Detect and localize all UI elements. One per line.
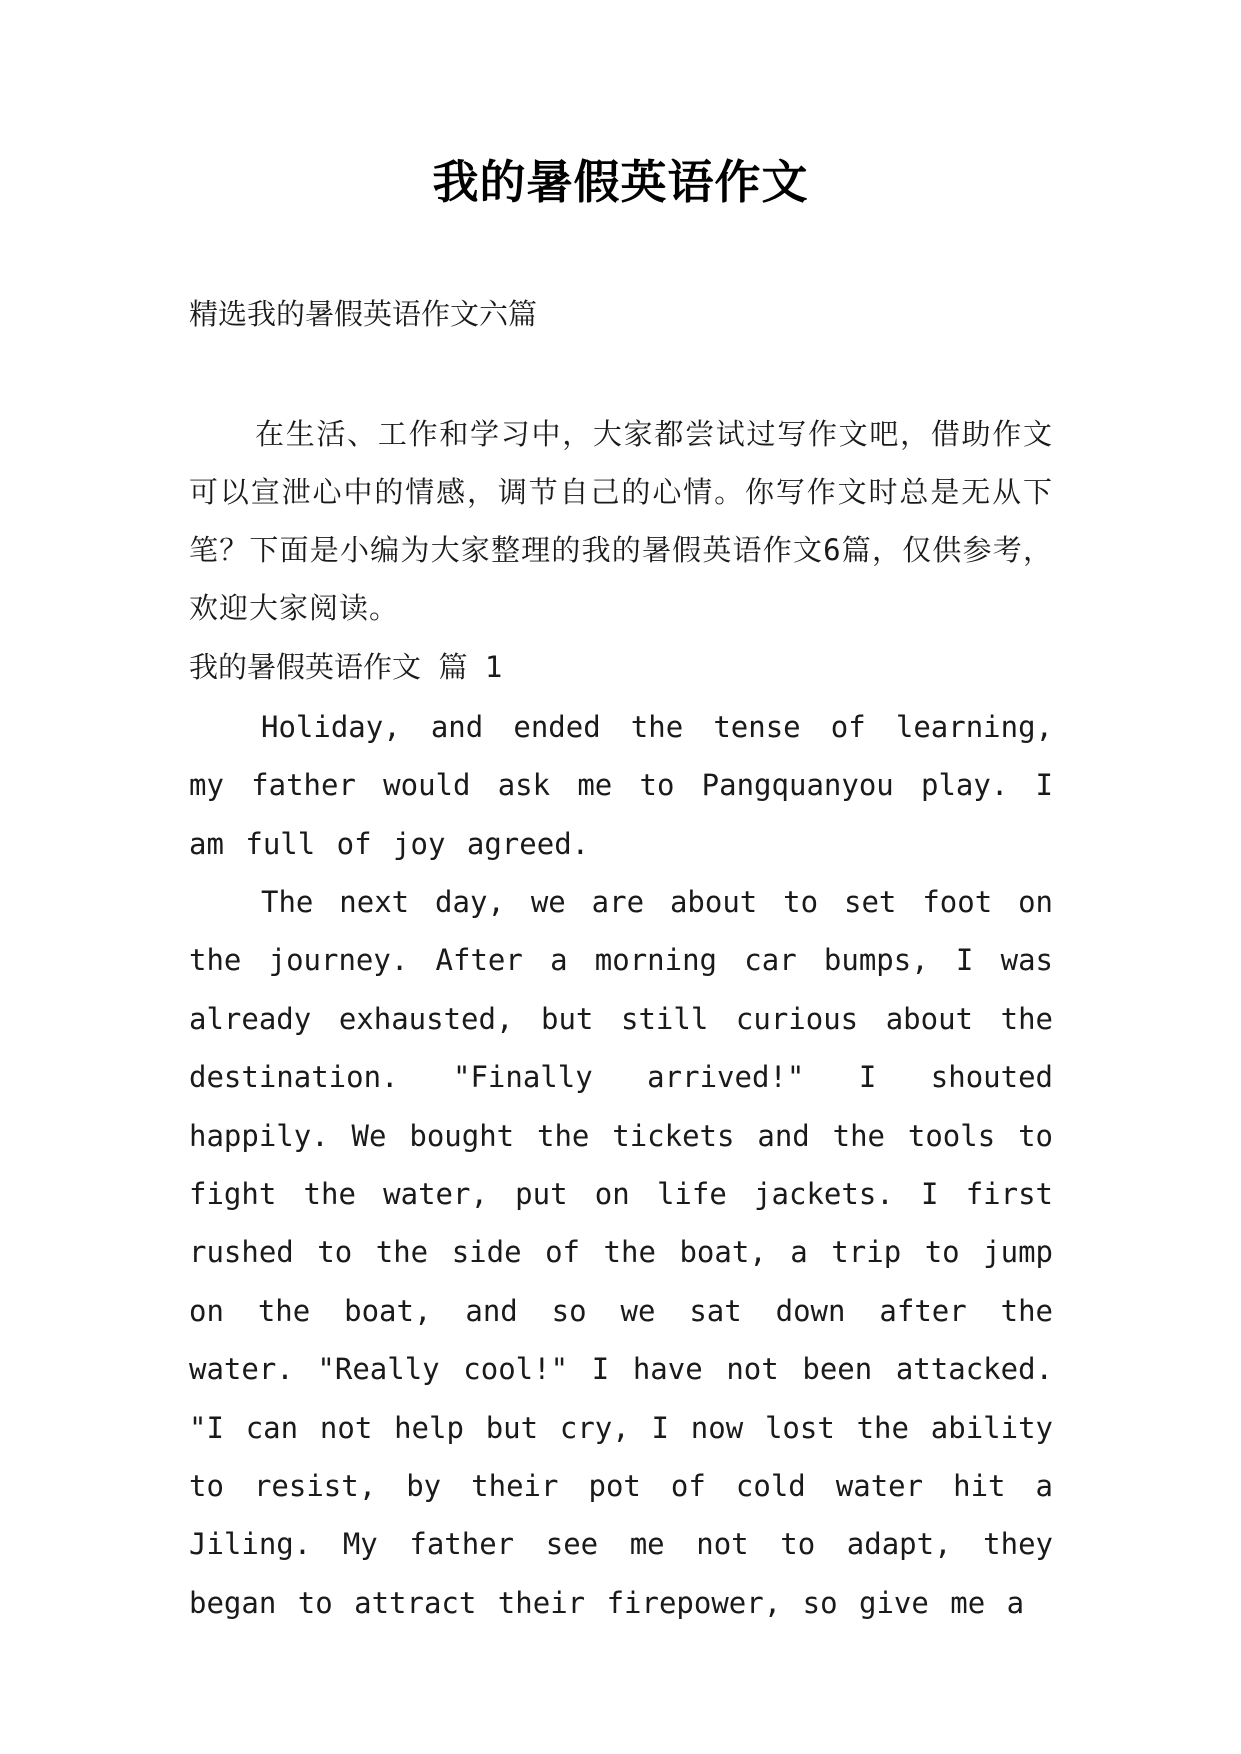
document-subtitle: 精选我的暑假英语作文六篇 xyxy=(189,297,538,331)
essay-paragraph-2: The next day, we are about to set foot on the journey. After a morning car bumps, I was already exhausted, but still curious about the destination. "Finally arrived!" I shouted happily. We bought the tickets and the tools to fight the water, put on life jackets. I first rushed to the side of the boat, a trip to jump on the boat, and so we sat down after the water. "Really cool!" I have not been attacked. "I can not help but cry, I now lost the ability to resist, by their pot of cold water hit a Jiling. My father see me not to adapt, they began to attract their firepower, so give me a xyxy=(189,885,1053,1620)
section-heading: 我的暑假英语作文 篇 1 xyxy=(189,650,503,684)
essay-paragraph-1: Holiday, and ended the tense of learning, my father would ask me to Pangquanyou play. I am full of joy agreed. xyxy=(189,710,1053,861)
intro-paragraph: 在生活、工作和学习中，大家都尝试过写作文吧，借助作文可以宣泄心中的情感，调节自己的心情。你写作文时总是无从下笔？下面是小编为大家整理的我的暑假英语作文6篇，仅供参考，欢迎大家阅读。 xyxy=(189,417,1053,625)
document-title: 我的暑假英语作文 xyxy=(432,155,809,209)
